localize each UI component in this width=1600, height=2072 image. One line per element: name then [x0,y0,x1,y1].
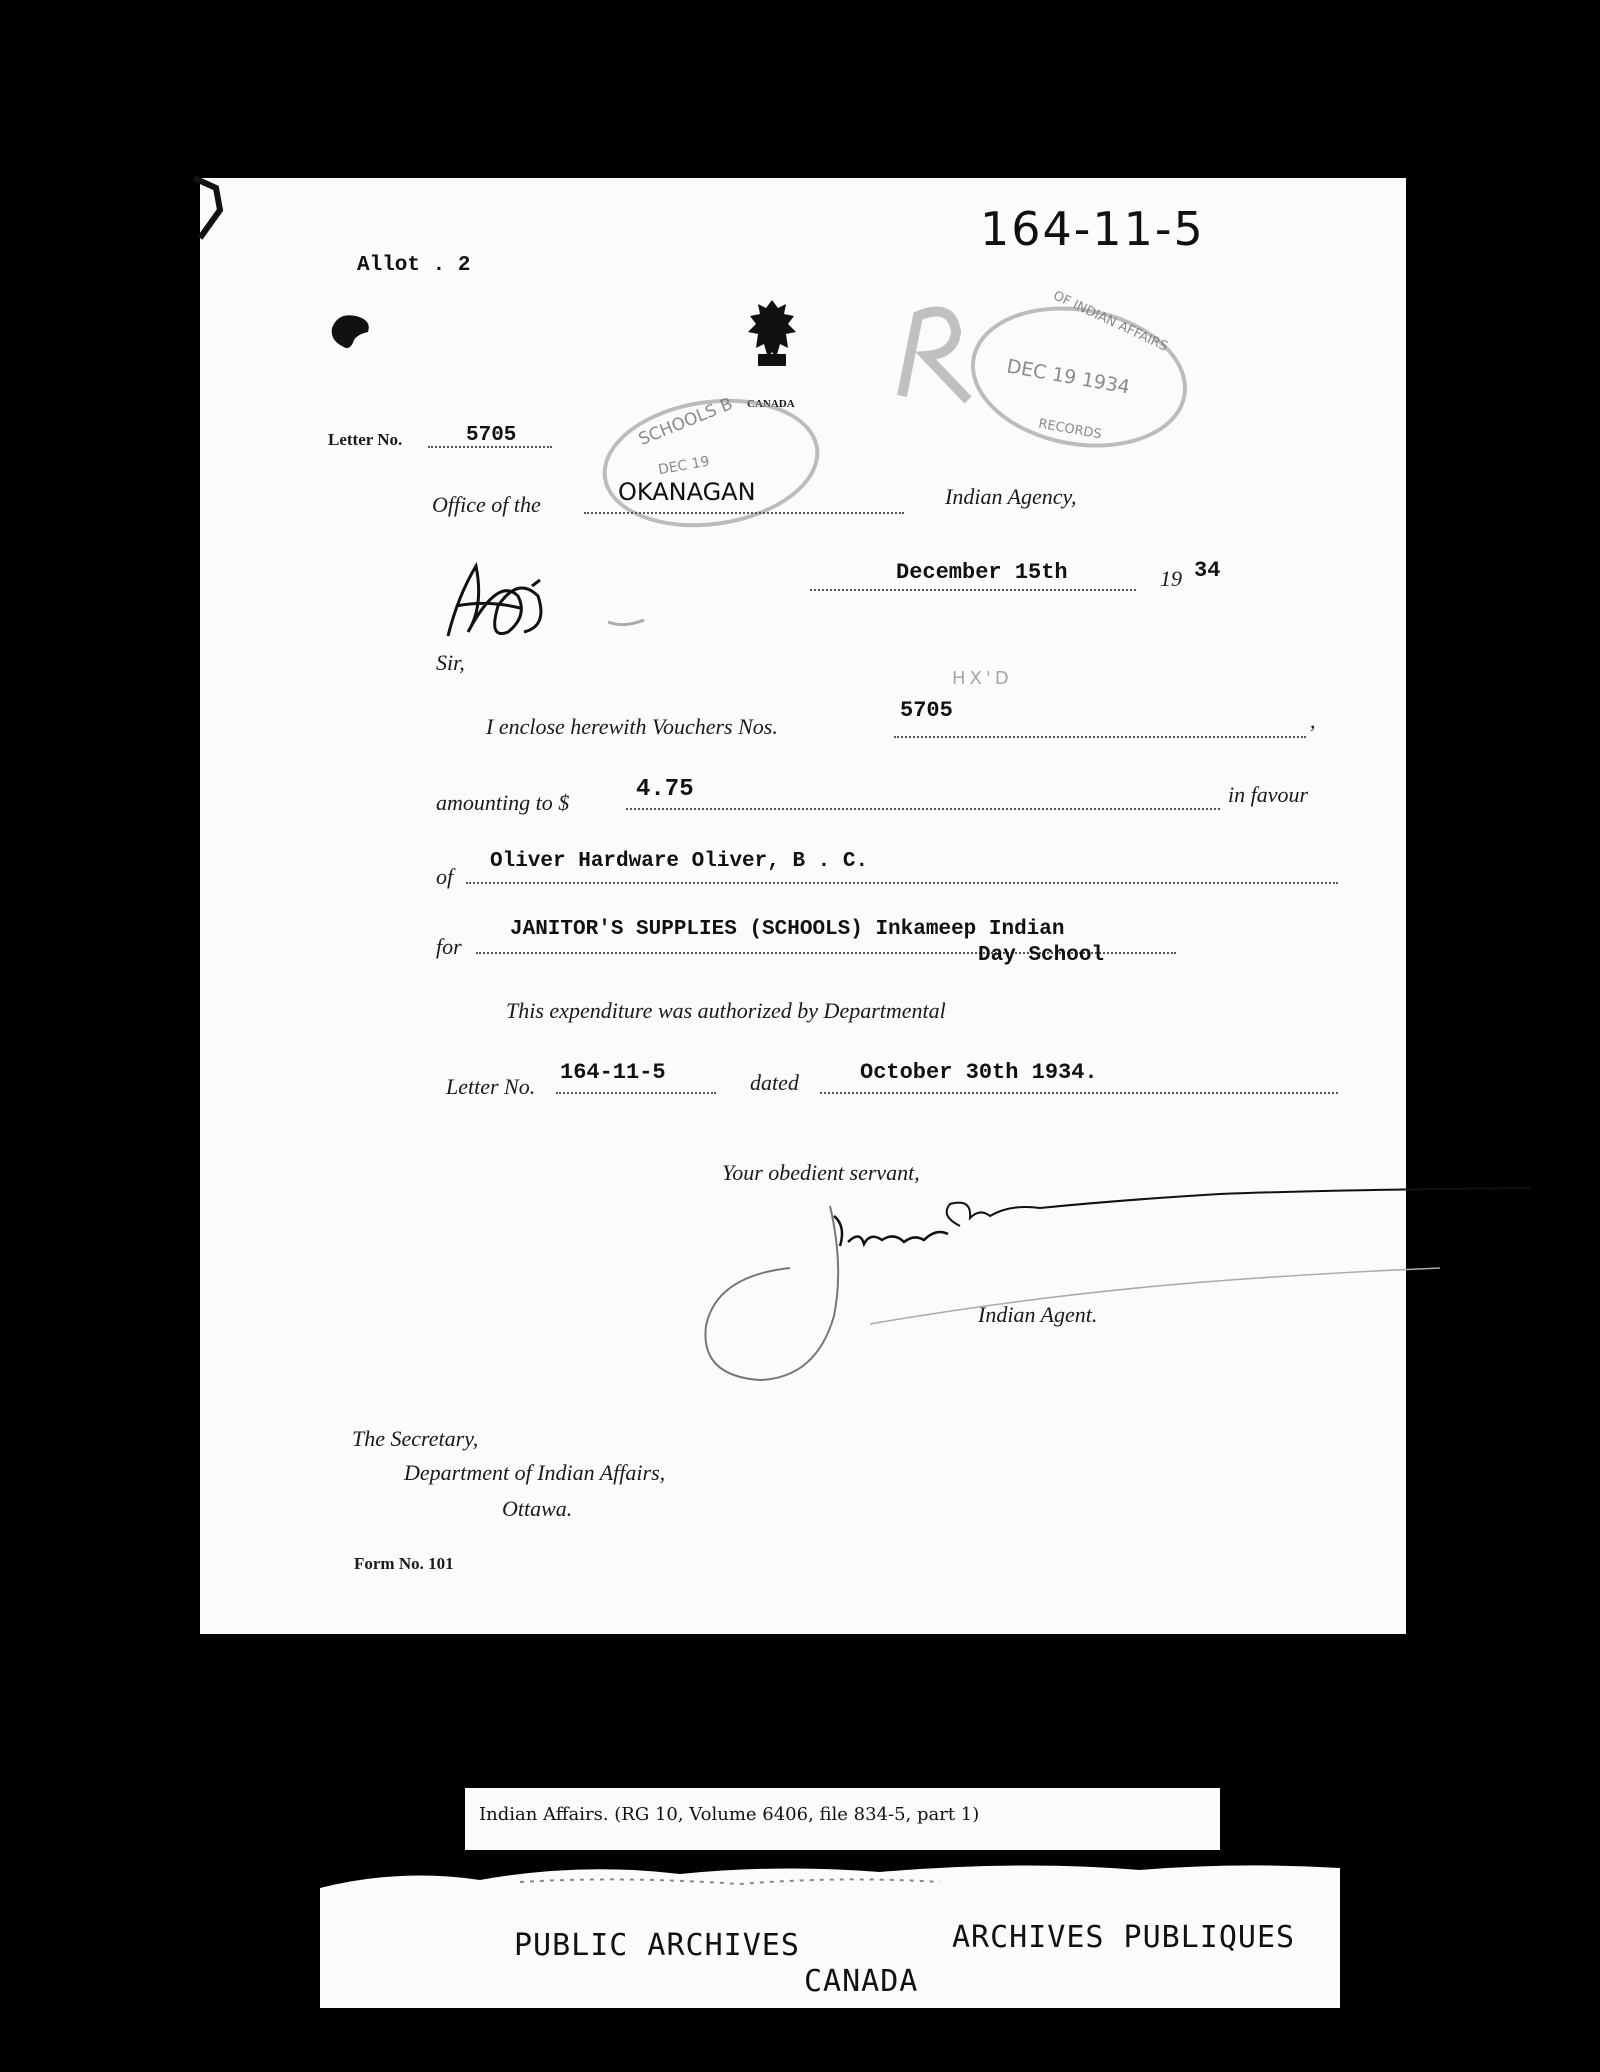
allot-label: Allot . 2 [357,254,471,277]
dotted-line [820,1092,1338,1094]
canada-text: CANADA [804,1964,919,1999]
closing: Your obedient servant, [722,1160,920,1185]
year-value: 34 [1194,558,1221,583]
letter-no-label: Letter No. [328,430,403,449]
document-page [200,178,1406,1634]
payee-value: Oliver Hardware Oliver, B . C. [490,850,869,873]
favour-label: in favour [1228,782,1309,807]
agent-signature [620,1186,1540,1406]
archives-publiques-text: ARCHIVES PUBLIQUES [952,1920,1296,1955]
dotted-line [810,589,1136,591]
received-stamp-line2: RECORDS [1037,416,1103,443]
label-torn-edge [320,1858,1340,1898]
stamp-mark-r [872,296,982,416]
dotted-line [894,736,1306,738]
letter-no-value: 5705 [466,424,517,447]
addressee-line3: Ottawa. [502,1496,573,1521]
schools-stamp-date: DEC 19 [657,453,711,479]
stray-mark [604,612,654,632]
dept-letter-label: Letter No. [446,1074,536,1099]
vouchers-comma: , [1310,708,1316,733]
stamp-mark-hxd: HX'D [952,668,1013,689]
corner-fold [180,160,240,250]
signatory-title: Indian Agent. [978,1302,1098,1327]
vouchers-value: 5705 [900,698,953,723]
office-suffix: Indian Agency, [945,484,1077,509]
dotted-line [466,882,1338,884]
year-prefix: 19 [1160,566,1182,591]
crest-caption: CANADA [747,398,795,410]
file-number-handwritten: 164-11-5 [980,202,1205,256]
public-archives-label [320,1858,1340,2008]
purpose-line1: JANITOR'S SUPPLIES (SCHOOLS) Inkameep Indian [510,918,1065,941]
received-stamp-date: DEC 19 1934 [1005,355,1132,399]
letter-date: December 15th [896,560,1068,585]
of-label: of [436,864,454,889]
received-stamp-line1: OF INDIAN AFFAIRS [1050,288,1171,355]
for-label: for [436,934,462,959]
ink-blot [328,310,376,354]
archive-reference: Indian Affairs. (RG 10, Volume 6406, file 834-5, part 1) [479,1804,980,1825]
dated-label: dated [750,1070,799,1095]
schools-stamp-line1: SCHOOLS B [635,394,736,450]
public-archives-text: PUBLIC ARCHIVES [514,1928,800,1963]
salutation: Sir, [436,650,465,675]
authorized-text: This expenditure was authorized by Departmental [506,998,946,1023]
vouchers-label: I enclose herewith Vouchers Nos. [486,714,778,739]
dotted-line [626,808,1220,810]
addressee-line2: Department of Indian Affairs, [404,1460,666,1485]
amount-value: 4.75 [636,776,694,803]
canada-crest-icon [740,296,804,384]
addressee-line1: The Secretary, [352,1426,479,1451]
dotted-line [584,512,904,514]
purpose-line2: Day School [978,944,1105,967]
office-prefix: Office of the [432,492,541,517]
initials-signature [428,536,578,656]
dept-letter-value: 164-11-5 [560,1060,666,1085]
archive-reference-label [465,1788,1220,1850]
dotted-line [556,1092,716,1094]
amount-label: amounting to $ [436,790,570,815]
form-number: Form No. 101 [354,1554,454,1573]
dated-value: October 30th 1934. [860,1060,1098,1085]
office-value: OKANAGAN [618,478,756,506]
